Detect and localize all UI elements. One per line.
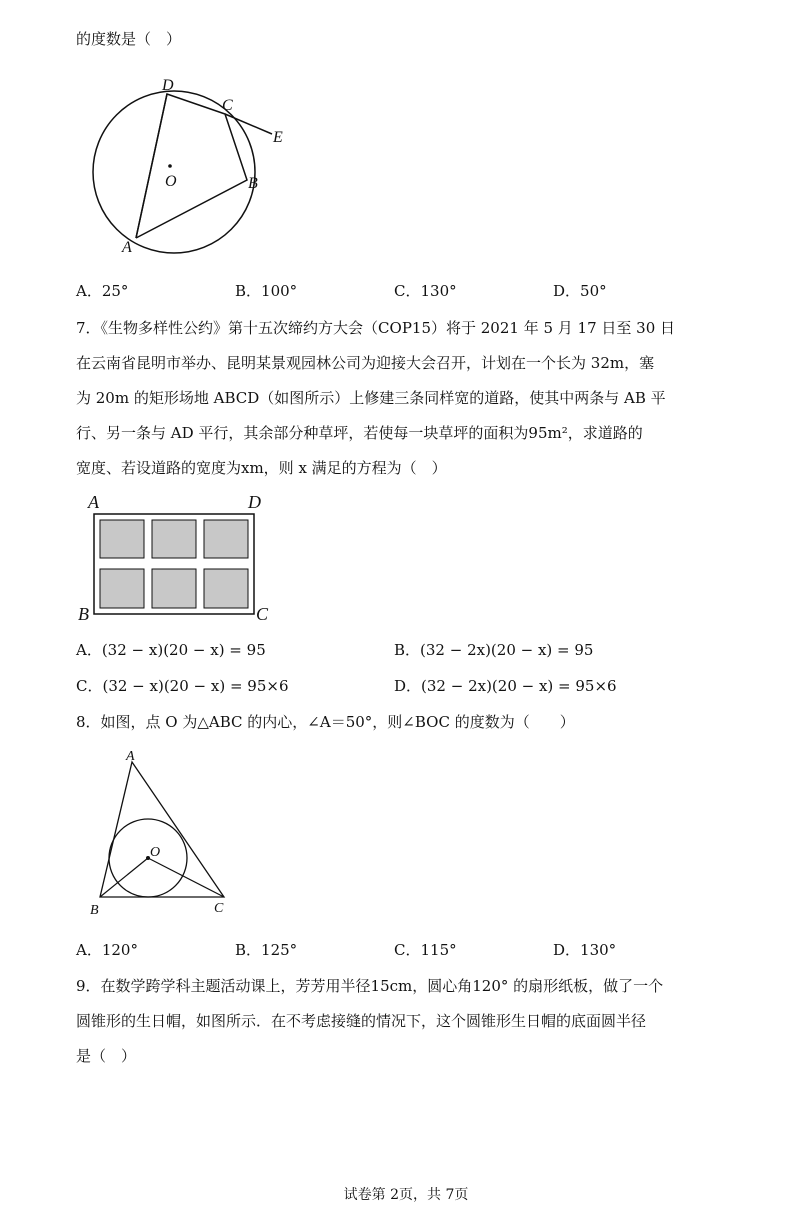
q8-incircle-figure — [86, 749, 256, 922]
q6-label-D: D — [162, 77, 174, 94]
q9-stem-line-2: 圆锥形的生日帽，如图所示．在不考虑接缝的情况下，这个圆锥形生日帽的底面圆半径 — [76, 1012, 647, 1030]
q6-label-O: O — [165, 173, 177, 190]
q6-label-E: E — [273, 129, 283, 146]
q7-label-B: B — [78, 604, 89, 624]
q8-label-B: B — [90, 903, 99, 918]
q8-option-b[interactable]: B．125° — [235, 941, 298, 959]
q6-option-c[interactable]: C．130° — [394, 282, 457, 300]
q6-label-A: A — [122, 239, 132, 256]
q7-stem-line-5: 宽度、若设道路的宽度为xm，则 x 满足的方程为（ ） — [76, 459, 447, 477]
q6-option-a[interactable]: A．25° — [76, 282, 129, 300]
q7-label-C: C — [256, 604, 269, 624]
q6-circle-figure — [80, 70, 310, 270]
q7-stem-line-3: 为 20m 的矩形场地 ABCD（如图所示）上修建三条同样宽的道路，使其中两条与 AB 平 — [76, 389, 666, 407]
q9-stem-line-1: 9．在数学跨学科主题活动课上，芳芳用半径15cm，圆心角120° 的扇形纸板，做了一个 — [76, 977, 664, 995]
q7-option-d[interactable]: D．(32 − 2x)(20 − x) = 95×6 — [394, 677, 617, 695]
q6-option-b[interactable]: B．100° — [235, 282, 298, 300]
q7-option-a[interactable]: A．(32 − x)(20 − x) = 95 — [76, 641, 266, 659]
q7-stem-line-1: 7．《生物多样性公约》第十五次缔约方大会（COP15）将于 2021 年 5 月 17 日至 30 日 — [76, 319, 676, 337]
q7-label-A: A — [88, 492, 99, 512]
q7-label-D: D — [248, 492, 261, 512]
q7-stem-line-2: 在云南省昆明市举办、昆明某景观园林公司为迎接大会召开，计划在一个长为 32m，塞 — [76, 354, 655, 372]
q6-option-d[interactable]: D．50° — [553, 282, 607, 300]
q8-option-d[interactable]: D．130° — [553, 941, 617, 959]
q8-stem-line: 8．如图，点 O 为△ABC 的内心，∠A＝50°，则∠BOC 的度数为（ ） — [76, 713, 575, 731]
q6-stem-tail: 的度数是（ ） — [76, 30, 182, 48]
q8-option-a[interactable]: A．120° — [76, 941, 138, 959]
q7-option-b[interactable]: B．(32 − 2x)(20 − x) = 95 — [394, 641, 594, 659]
q6-label-B: B — [248, 175, 258, 192]
q7-option-c[interactable]: C．(32 − x)(20 − x) = 95×6 — [76, 677, 289, 695]
q8-label-C: C — [214, 901, 224, 916]
q8-label-O: O — [150, 845, 161, 860]
q6-label-C: C — [222, 97, 233, 114]
page-footer: 试卷第 2页，共 7页 — [343, 1187, 469, 1203]
q8-label-A: A — [126, 749, 135, 764]
q9-stem-line-3: 是（ ） — [76, 1047, 137, 1065]
q7-field-figure — [78, 492, 278, 632]
q7-stem-line-4: 行、另一条与 AD 平行，其余部分种草坪，若使每一块草坪的面积为95m²，求道路的 — [76, 424, 643, 442]
q8-option-c[interactable]: C．115° — [394, 941, 457, 959]
